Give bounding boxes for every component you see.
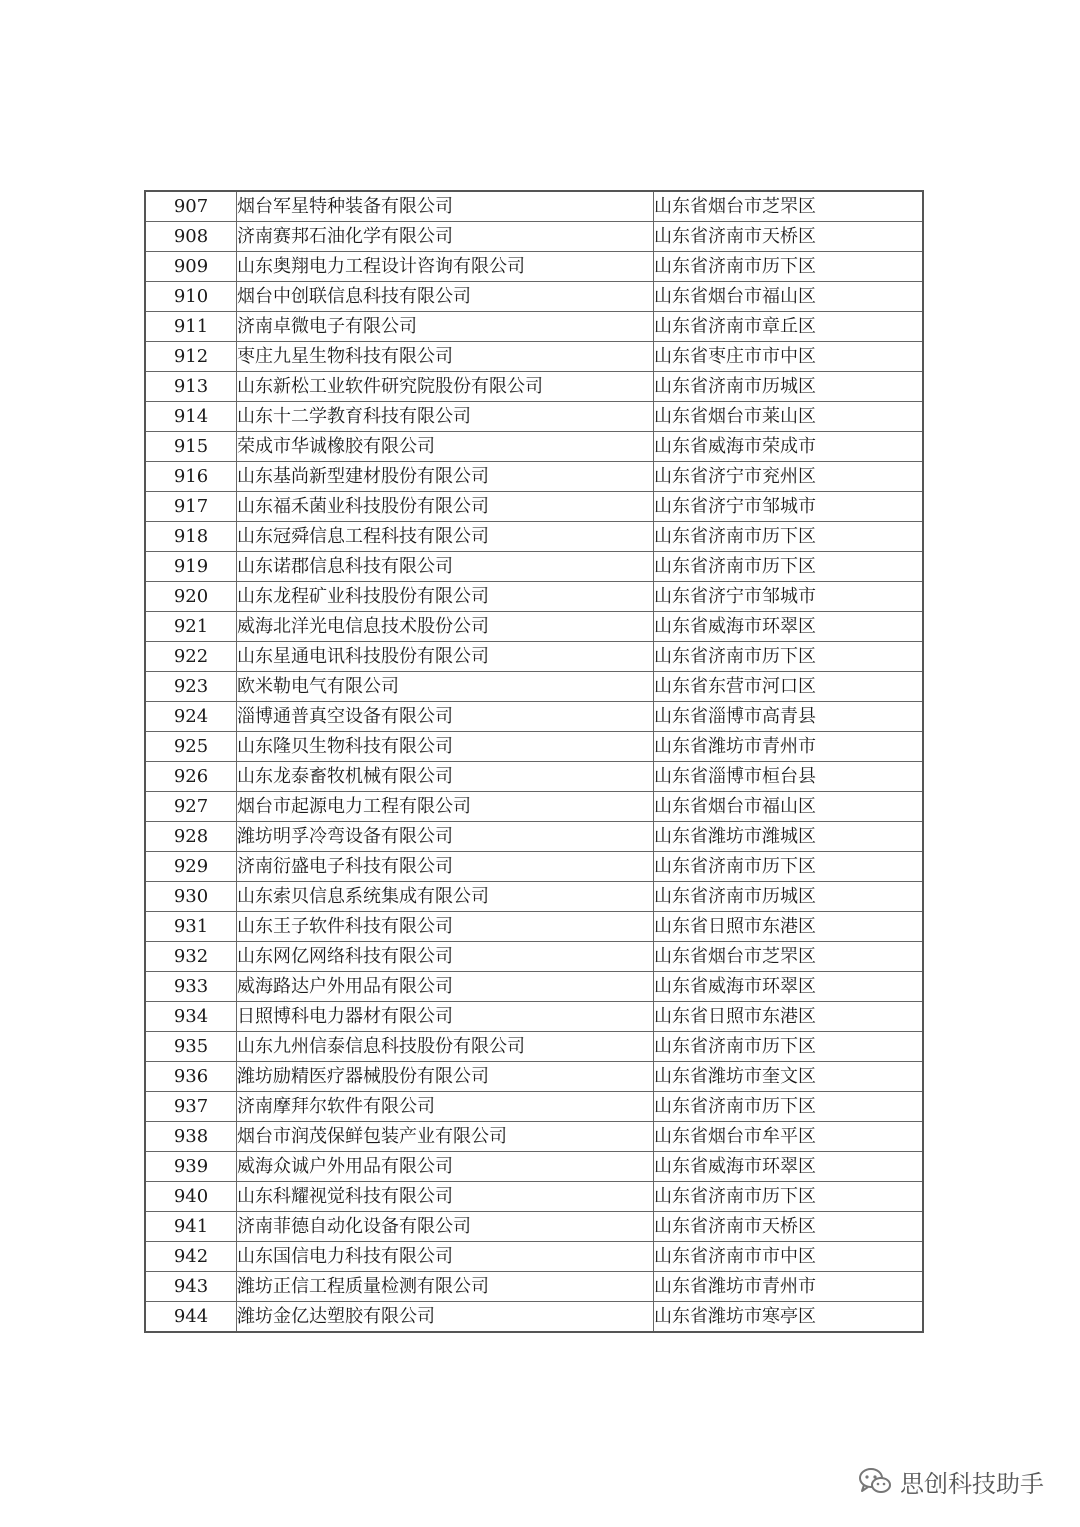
row-number-cell: 924 xyxy=(145,702,237,732)
table-row xyxy=(145,582,923,612)
company-name-cell: 荣成市华诚橡胶有限公司 xyxy=(237,432,654,462)
company-table-body xyxy=(145,191,923,1332)
table-row xyxy=(145,882,923,912)
location-cell: 山东省烟台市福山区 xyxy=(654,792,924,822)
location-cell: 山东省烟台市芝罘区 xyxy=(654,191,924,222)
row-number-cell: 914 xyxy=(145,402,237,432)
row-number-cell: 913 xyxy=(145,372,237,402)
company-name-cell: 淄博通普真空设备有限公司 xyxy=(237,702,654,732)
location-cell: 山东省淄博市桓台县 xyxy=(654,762,924,792)
location-cell: 山东省济南市历下区 xyxy=(654,522,924,552)
table-row xyxy=(145,522,923,552)
table-row xyxy=(145,342,923,372)
table-row xyxy=(145,282,923,312)
location-cell: 山东省威海市荣成市 xyxy=(654,432,924,462)
row-number-cell: 925 xyxy=(145,732,237,762)
company-name-cell: 潍坊励精医疗器械股份有限公司 xyxy=(237,1062,654,1092)
location-cell: 山东省济宁市邹城市 xyxy=(654,492,924,522)
row-number-cell: 919 xyxy=(145,552,237,582)
company-name-cell: 济南摩拜尔软件有限公司 xyxy=(237,1092,654,1122)
company-name-cell: 山东网亿网络科技有限公司 xyxy=(237,942,654,972)
company-name-cell: 山东星通电讯科技股份有限公司 xyxy=(237,642,654,672)
table-row xyxy=(145,792,923,822)
location-cell: 山东省日照市东港区 xyxy=(654,1002,924,1032)
row-number-cell: 942 xyxy=(145,1242,237,1272)
table-row xyxy=(145,1182,923,1212)
location-cell: 山东省烟台市芝罘区 xyxy=(654,942,924,972)
location-cell: 山东省济南市章丘区 xyxy=(654,312,924,342)
row-number-cell: 929 xyxy=(145,852,237,882)
location-cell: 山东省济宁市邹城市 xyxy=(654,582,924,612)
row-number-cell: 931 xyxy=(145,912,237,942)
location-cell: 山东省枣庄市市中区 xyxy=(654,342,924,372)
row-number-cell: 916 xyxy=(145,462,237,492)
location-cell: 山东省济南市天桥区 xyxy=(654,1212,924,1242)
row-number-cell: 922 xyxy=(145,642,237,672)
company-name-cell: 山东诺郡信息科技有限公司 xyxy=(237,552,654,582)
company-name-cell: 山东国信电力科技有限公司 xyxy=(237,1242,654,1272)
row-number-cell: 938 xyxy=(145,1122,237,1152)
company-name-cell: 济南衍盛电子科技有限公司 xyxy=(237,852,654,882)
table-row xyxy=(145,402,923,432)
row-number-cell: 907 xyxy=(145,191,237,222)
location-cell: 山东省潍坊市青州市 xyxy=(654,732,924,762)
row-number-cell: 912 xyxy=(145,342,237,372)
location-cell: 山东省日照市东港区 xyxy=(654,912,924,942)
table-row xyxy=(145,552,923,582)
row-number-cell: 926 xyxy=(145,762,237,792)
row-number-cell: 932 xyxy=(145,942,237,972)
table-row xyxy=(145,1152,923,1182)
row-number-cell: 933 xyxy=(145,972,237,1002)
table-row xyxy=(145,312,923,342)
location-cell: 山东省潍坊市青州市 xyxy=(654,1272,924,1302)
location-cell: 山东省烟台市莱山区 xyxy=(654,402,924,432)
location-cell: 山东省威海市环翠区 xyxy=(654,972,924,1002)
company-name-cell: 山东冠舜信息工程科技有限公司 xyxy=(237,522,654,552)
table-row xyxy=(145,972,923,1002)
row-number-cell: 917 xyxy=(145,492,237,522)
table-row xyxy=(145,822,923,852)
table-row xyxy=(145,1062,923,1092)
row-number-cell: 943 xyxy=(145,1272,237,1302)
row-number-cell: 935 xyxy=(145,1032,237,1062)
company-name-cell: 济南卓微电子有限公司 xyxy=(237,312,654,342)
location-cell: 山东省济南市市中区 xyxy=(654,1242,924,1272)
location-cell: 山东省济南市天桥区 xyxy=(654,222,924,252)
company-name-cell: 山东隆贝生物科技有限公司 xyxy=(237,732,654,762)
location-cell: 山东省济南市历下区 xyxy=(654,1182,924,1212)
location-cell: 山东省济南市历下区 xyxy=(654,1032,924,1062)
company-name-cell: 山东龙程矿业科技股份有限公司 xyxy=(237,582,654,612)
company-name-cell: 欧米勒电气有限公司 xyxy=(237,672,654,702)
company-name-cell: 威海路达户外用品有限公司 xyxy=(237,972,654,1002)
table-row xyxy=(145,432,923,462)
row-number-cell: 910 xyxy=(145,282,237,312)
watermark-text: 思创科技助手 xyxy=(900,1469,1044,1498)
row-number-cell: 918 xyxy=(145,522,237,552)
row-number-cell: 923 xyxy=(145,672,237,702)
company-name-cell: 潍坊明孚冷弯设备有限公司 xyxy=(237,822,654,852)
company-name-cell: 山东索贝信息系统集成有限公司 xyxy=(237,882,654,912)
company-name-cell: 威海北洋光电信息技术股份公司 xyxy=(237,612,654,642)
location-cell: 山东省济南市历下区 xyxy=(654,552,924,582)
row-number-cell: 941 xyxy=(145,1212,237,1242)
company-name-cell: 山东科耀视觉科技有限公司 xyxy=(237,1182,654,1212)
table-row xyxy=(145,612,923,642)
table-row xyxy=(145,762,923,792)
location-cell: 山东省济南市历下区 xyxy=(654,1092,924,1122)
location-cell: 山东省东营市河口区 xyxy=(654,672,924,702)
table-row xyxy=(145,191,923,222)
location-cell: 山东省烟台市牟平区 xyxy=(654,1122,924,1152)
location-cell: 山东省潍坊市奎文区 xyxy=(654,1062,924,1092)
company-name-cell: 威海众诚户外用品有限公司 xyxy=(237,1152,654,1182)
company-name-cell: 日照博科电力器材有限公司 xyxy=(237,1002,654,1032)
location-cell: 山东省潍坊市潍城区 xyxy=(654,822,924,852)
location-cell: 山东省济南市历城区 xyxy=(654,372,924,402)
table-row xyxy=(145,852,923,882)
wechat-icon xyxy=(858,1466,892,1496)
row-number-cell: 927 xyxy=(145,792,237,822)
company-name-cell: 济南菲德自动化设备有限公司 xyxy=(237,1212,654,1242)
location-cell: 山东省济南市历下区 xyxy=(654,642,924,672)
row-number-cell: 937 xyxy=(145,1092,237,1122)
table-row xyxy=(145,222,923,252)
row-number-cell: 940 xyxy=(145,1182,237,1212)
row-number-cell: 908 xyxy=(145,222,237,252)
company-name-cell: 烟台中创联信息科技有限公司 xyxy=(237,282,654,312)
company-name-cell: 山东基尚新型建材股份有限公司 xyxy=(237,462,654,492)
company-name-cell: 枣庄九星生物科技有限公司 xyxy=(237,342,654,372)
row-number-cell: 920 xyxy=(145,582,237,612)
company-name-cell: 济南赛邦石油化学有限公司 xyxy=(237,222,654,252)
company-name-cell: 山东王子软件科技有限公司 xyxy=(237,912,654,942)
row-number-cell: 921 xyxy=(145,612,237,642)
table-row xyxy=(145,642,923,672)
table-row xyxy=(145,1302,923,1333)
table-row xyxy=(145,492,923,522)
table-row xyxy=(145,942,923,972)
company-table xyxy=(144,190,924,1333)
watermark xyxy=(858,1461,1044,1501)
row-number-cell: 939 xyxy=(145,1152,237,1182)
row-number-cell: 930 xyxy=(145,882,237,912)
company-name-cell: 潍坊金亿达塑胶有限公司 xyxy=(237,1302,654,1333)
company-name-cell: 山东福禾菌业科技股份有限公司 xyxy=(237,492,654,522)
company-name-cell: 潍坊正信工程质量检测有限公司 xyxy=(237,1272,654,1302)
table-row xyxy=(145,1002,923,1032)
company-name-cell: 山东九州信泰信息科技股份有限公司 xyxy=(237,1032,654,1062)
location-cell: 山东省济南市历下区 xyxy=(654,852,924,882)
table-row xyxy=(145,462,923,492)
row-number-cell: 928 xyxy=(145,822,237,852)
row-number-cell: 915 xyxy=(145,432,237,462)
company-name-cell: 烟台市起源电力工程有限公司 xyxy=(237,792,654,822)
table-row xyxy=(145,1122,923,1152)
company-name-cell: 山东新松工业软件研究院股份有限公司 xyxy=(237,372,654,402)
location-cell: 山东省济南市历下区 xyxy=(654,252,924,282)
row-number-cell: 944 xyxy=(145,1302,237,1333)
table-row xyxy=(145,1242,923,1272)
table-row xyxy=(145,252,923,282)
company-name-cell: 烟台市润茂保鲜包装产业有限公司 xyxy=(237,1122,654,1152)
company-name-cell: 山东龙泰畜牧机械有限公司 xyxy=(237,762,654,792)
company-name-cell: 山东十二学教育科技有限公司 xyxy=(237,402,654,432)
location-cell: 山东省淄博市高青县 xyxy=(654,702,924,732)
company-name-cell: 烟台军星特种装备有限公司 xyxy=(237,191,654,222)
location-cell: 山东省济宁市兖州区 xyxy=(654,462,924,492)
location-cell: 山东省烟台市福山区 xyxy=(654,282,924,312)
table-row xyxy=(145,672,923,702)
row-number-cell: 911 xyxy=(145,312,237,342)
table-row xyxy=(145,1212,923,1242)
table-row xyxy=(145,1032,923,1062)
location-cell: 山东省威海市环翠区 xyxy=(654,1152,924,1182)
table-row xyxy=(145,702,923,732)
location-cell: 山东省济南市历城区 xyxy=(654,882,924,912)
table-row xyxy=(145,912,923,942)
table-row xyxy=(145,1092,923,1122)
location-cell: 山东省威海市环翠区 xyxy=(654,612,924,642)
table-row xyxy=(145,732,923,762)
location-cell: 山东省潍坊市寒亭区 xyxy=(654,1302,924,1333)
table-row xyxy=(145,1272,923,1302)
company-name-cell: 山东奥翔电力工程设计咨询有限公司 xyxy=(237,252,654,282)
row-number-cell: 934 xyxy=(145,1002,237,1032)
row-number-cell: 909 xyxy=(145,252,237,282)
row-number-cell: 936 xyxy=(145,1062,237,1092)
table-row xyxy=(145,372,923,402)
